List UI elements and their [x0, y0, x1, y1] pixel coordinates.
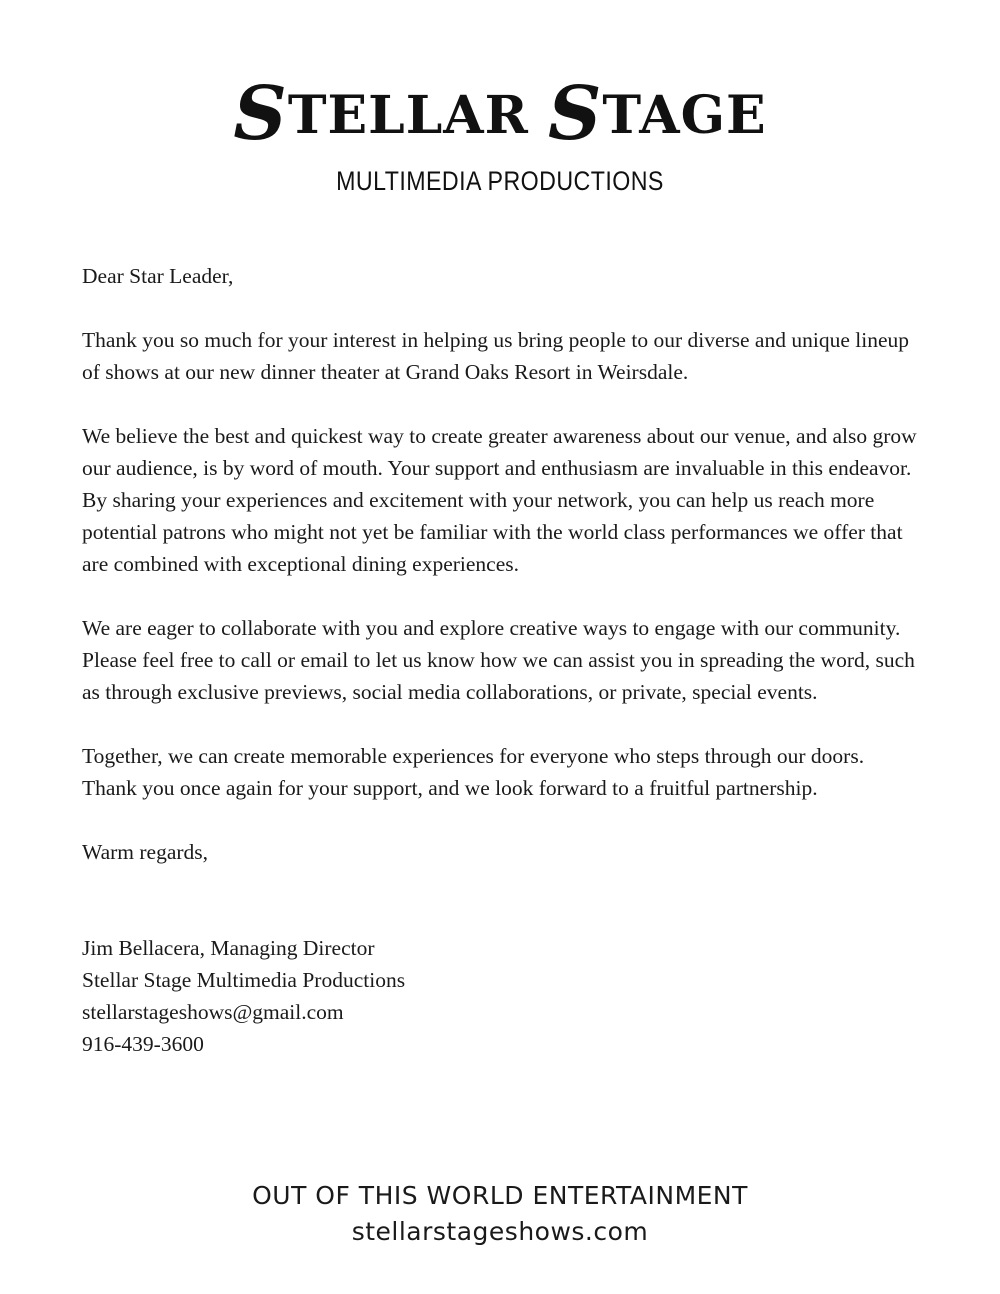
logo-title-initial: S — [233, 71, 288, 157]
signer-company: Stellar Stage Multimedia Productions — [82, 968, 406, 992]
company-logo — [0, 72, 1000, 198]
letter-paragraph: We are eager to collaborate with you and explore creative ways to engage with our community. Please feel free to call or email to let us know how we can assist you in spreading the word, such as through exclusive previews, social media collaborations, or private, special events. — [82, 616, 915, 704]
logo-title-initial: S — [547, 71, 603, 157]
footer — [0, 1178, 1000, 1250]
letter-paragraph: Together, we can create memorable experiences for everyone who steps through our doors. Thank you once again for your support, and we look forward to a fruitful partnership. — [82, 744, 865, 800]
letter-body — [82, 260, 922, 1060]
footer-website: stellarstageshows.com — [351, 1217, 649, 1246]
logo-title — [0, 72, 1000, 158]
logo-subtitle: MULTIMEDIA PRODUCTIONS — [336, 166, 664, 196]
footer-tagline: OUT OF THIS WORLD ENTERTAINMENT — [252, 1181, 748, 1210]
logo-title-word: TELLAR — [287, 85, 529, 146]
signature-block — [82, 932, 922, 1060]
salutation: Dear Star Leader, — [82, 264, 234, 288]
signer-phone: 916-439-3600 — [82, 1032, 204, 1056]
letter-paragraph: We believe the best and quickest way to create greater awareness about our venue, and also grow our audience, is by word of mouth. Your support and enthusiasm are invaluable in this endeavor. By sharing your experiences and excitement with your network, you can help us reach more potential patrons who might not yet be familiar with the world class performances we offer that are combined with exceptional dining experiences. — [82, 424, 917, 576]
logo-title-word: TAGE — [602, 85, 767, 146]
signer-name-title: Jim Bellacera, Managing Director — [82, 936, 375, 960]
signer-email: stellarstageshows@gmail.com — [82, 1000, 344, 1024]
letter-paragraph: Thank you so much for your interest in helping us bring people to our diverse and unique lineup of shows at our new dinner theater at Grand Oaks Resort in Weirsdale. — [82, 328, 909, 384]
closing: Warm regards, — [82, 840, 209, 864]
